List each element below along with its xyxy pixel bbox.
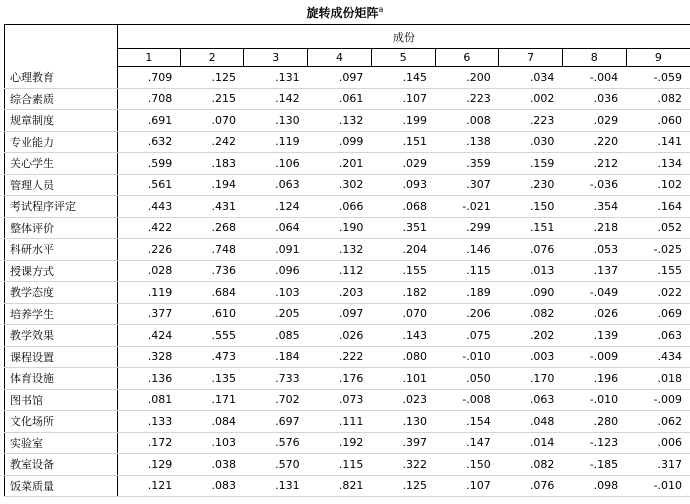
loading-cell: .106 <box>244 153 308 175</box>
loading-cell: .073 <box>308 389 372 411</box>
loading-cell: .063 <box>499 389 563 411</box>
component-number-8: 8 <box>562 49 626 67</box>
loading-cell: .182 <box>371 282 435 304</box>
row-label: 心理教育 <box>5 67 118 89</box>
table-row <box>5 88 690 110</box>
loading-cell: .748 <box>180 239 244 261</box>
loading-cell: -.025 <box>626 239 690 261</box>
loading-cell: .821 <box>308 475 372 497</box>
loading-cell: .200 <box>435 67 499 89</box>
loading-cell: .107 <box>435 475 499 497</box>
loading-cell: -.009 <box>562 346 626 368</box>
loading-cell: .377 <box>118 303 181 325</box>
table-row <box>5 346 690 368</box>
loading-cell: .151 <box>499 217 563 239</box>
loading-cell: .133 <box>118 411 181 433</box>
row-label: 教学态度 <box>5 282 118 304</box>
loading-cell: .147 <box>435 432 499 454</box>
loading-cell: .026 <box>308 325 372 347</box>
table-row <box>5 131 690 153</box>
loading-cell: .359 <box>435 153 499 175</box>
loading-cell: .023 <box>371 389 435 411</box>
loading-cell: .107 <box>371 88 435 110</box>
loading-cell: .103 <box>180 432 244 454</box>
loading-cell: .226 <box>118 239 181 261</box>
loading-cell: .632 <box>118 131 181 153</box>
loading-cell: .063 <box>626 325 690 347</box>
loading-cell: .096 <box>244 260 308 282</box>
loading-cell: .119 <box>244 131 308 153</box>
row-label: 培养学生 <box>5 303 118 325</box>
loading-cell: .215 <box>180 88 244 110</box>
loading-cell: .136 <box>118 368 181 390</box>
loading-cell: .202 <box>499 325 563 347</box>
loading-cell: .070 <box>371 303 435 325</box>
loading-cell: .008 <box>435 110 499 132</box>
loading-cell: .014 <box>499 432 563 454</box>
loading-cell: .223 <box>435 88 499 110</box>
loading-cell: .080 <box>371 346 435 368</box>
loading-cell: .115 <box>435 260 499 282</box>
row-label: 教学效果 <box>5 325 118 347</box>
loading-cell: .125 <box>371 475 435 497</box>
loading-cell: .097 <box>308 67 372 89</box>
loading-cell: .159 <box>499 153 563 175</box>
loading-cell: -.185 <box>562 454 626 476</box>
component-number-4: 4 <box>308 49 372 67</box>
loading-cell: .422 <box>118 217 181 239</box>
loading-cell: .112 <box>308 260 372 282</box>
loading-cell: .218 <box>562 217 626 239</box>
loading-cell: .172 <box>118 432 181 454</box>
loading-cell: -.010 <box>562 389 626 411</box>
loading-cell: .111 <box>308 411 372 433</box>
table-row <box>5 432 690 454</box>
loading-cell: .082 <box>626 88 690 110</box>
loading-cell: .070 <box>180 110 244 132</box>
loading-cell: .060 <box>626 110 690 132</box>
table-row <box>5 174 690 196</box>
loading-cell: .018 <box>626 368 690 390</box>
loading-cell: .192 <box>308 432 372 454</box>
loading-cell: .050 <box>435 368 499 390</box>
loading-cell: .076 <box>499 239 563 261</box>
loading-cell: .083 <box>180 475 244 497</box>
loading-cell: .091 <box>244 239 308 261</box>
component-number-5: 5 <box>371 49 435 67</box>
loading-cell: .223 <box>499 110 563 132</box>
row-label: 综合素质 <box>5 88 118 110</box>
row-label: 课程设置 <box>5 346 118 368</box>
loading-cell: .203 <box>308 282 372 304</box>
loading-cell: .709 <box>118 67 181 89</box>
loading-cell: .129 <box>118 454 181 476</box>
table-row <box>5 389 690 411</box>
loading-cell: .013 <box>499 260 563 282</box>
table-row <box>5 282 690 304</box>
loading-cell: -.008 <box>435 389 499 411</box>
loading-cell: .030 <box>499 131 563 153</box>
loading-cell: .098 <box>562 475 626 497</box>
loading-cell: .036 <box>562 88 626 110</box>
loading-cell: .006 <box>626 432 690 454</box>
loading-cell: .431 <box>180 196 244 218</box>
loading-cell: -.009 <box>626 389 690 411</box>
loading-cell: .307 <box>435 174 499 196</box>
loading-cell: .048 <box>499 411 563 433</box>
row-label: 教室设备 <box>5 454 118 476</box>
loading-cell: .242 <box>180 131 244 153</box>
loading-cell: .132 <box>308 239 372 261</box>
loading-cell: .201 <box>308 153 372 175</box>
loading-cell: .150 <box>435 454 499 476</box>
table-row <box>5 454 690 476</box>
loading-cell: .171 <box>180 389 244 411</box>
table-row <box>5 153 690 175</box>
loading-cell: .034 <box>499 67 563 89</box>
loading-cell: .139 <box>562 325 626 347</box>
loading-cell: .199 <box>371 110 435 132</box>
table-row <box>5 196 690 218</box>
loading-cell: .103 <box>244 282 308 304</box>
loading-cell: -.059 <box>626 67 690 89</box>
loading-cell: .068 <box>371 196 435 218</box>
row-label: 整体评价 <box>5 217 118 239</box>
loading-cell: -.010 <box>435 346 499 368</box>
loading-cell: .328 <box>118 346 181 368</box>
loading-cell: .397 <box>371 432 435 454</box>
loading-cell: .268 <box>180 217 244 239</box>
loading-cell: .212 <box>562 153 626 175</box>
loading-cell: .003 <box>499 346 563 368</box>
loading-cell: .115 <box>308 454 372 476</box>
table-row <box>5 325 690 347</box>
loading-cell: .206 <box>435 303 499 325</box>
row-label: 授课方式 <box>5 260 118 282</box>
loading-cell: .075 <box>435 325 499 347</box>
loading-cell: .081 <box>118 389 181 411</box>
loading-cell: .154 <box>435 411 499 433</box>
loading-cell: .702 <box>244 389 308 411</box>
loading-cell: .473 <box>180 346 244 368</box>
loading-cell: .134 <box>626 153 690 175</box>
row-label: 饭菜质量 <box>5 475 118 497</box>
loading-cell: .124 <box>244 196 308 218</box>
loading-cell: .322 <box>371 454 435 476</box>
component-number-1: 1 <box>118 49 181 67</box>
component-number-6: 6 <box>435 49 499 67</box>
loading-cell: .119 <box>118 282 181 304</box>
table-row <box>5 110 690 132</box>
loading-cell: .029 <box>371 153 435 175</box>
loading-cell: .064 <box>244 217 308 239</box>
loading-cell: .150 <box>499 196 563 218</box>
loading-cell: -.036 <box>562 174 626 196</box>
component-number-3: 3 <box>244 49 308 67</box>
loading-cell: .125 <box>180 67 244 89</box>
loading-cell: .141 <box>626 131 690 153</box>
loading-cell: .069 <box>626 303 690 325</box>
loading-cell: .130 <box>371 411 435 433</box>
row-label: 专业能力 <box>5 131 118 153</box>
loading-cell: .599 <box>118 153 181 175</box>
loading-cell: .052 <box>626 217 690 239</box>
row-label: 关心学生 <box>5 153 118 175</box>
loading-cell: .090 <box>499 282 563 304</box>
loading-cell: .691 <box>118 110 181 132</box>
loading-cell: .354 <box>562 196 626 218</box>
loading-cell: .121 <box>118 475 181 497</box>
component-number-2: 2 <box>180 49 244 67</box>
loading-cell: .280 <box>562 411 626 433</box>
loading-cell: .205 <box>244 303 308 325</box>
row-label: 科研水平 <box>5 239 118 261</box>
component-number-9: 9 <box>626 49 690 67</box>
loading-cell: .062 <box>626 411 690 433</box>
loading-cell: .076 <box>499 475 563 497</box>
loading-cell: .164 <box>626 196 690 218</box>
rotated-component-matrix-table <box>4 24 690 497</box>
table-row <box>5 260 690 282</box>
loading-cell: -.004 <box>562 67 626 89</box>
loading-cell: .085 <box>244 325 308 347</box>
row-label: 管理人员 <box>5 174 118 196</box>
loading-cell: .135 <box>180 368 244 390</box>
loading-cell: .084 <box>180 411 244 433</box>
table-row <box>5 303 690 325</box>
loading-cell: .220 <box>562 131 626 153</box>
loading-cell: .029 <box>562 110 626 132</box>
loading-cell: .082 <box>499 303 563 325</box>
row-label: 文化场所 <box>5 411 118 433</box>
table-row <box>5 411 690 433</box>
loading-cell: .684 <box>180 282 244 304</box>
loading-cell: .299 <box>435 217 499 239</box>
loading-cell: .038 <box>180 454 244 476</box>
loading-cell: .194 <box>180 174 244 196</box>
loading-cell: .053 <box>562 239 626 261</box>
loading-cell: .028 <box>118 260 181 282</box>
component-number-7: 7 <box>499 49 563 67</box>
loading-cell: .026 <box>562 303 626 325</box>
table-row <box>5 67 690 89</box>
loading-cell: .130 <box>244 110 308 132</box>
loading-cell: .151 <box>371 131 435 153</box>
loading-cell: -.123 <box>562 432 626 454</box>
loading-cell: .145 <box>371 67 435 89</box>
row-label: 规章制度 <box>5 110 118 132</box>
table-row <box>5 475 690 497</box>
row-label: 考试程序评定 <box>5 196 118 218</box>
loading-cell: .204 <box>371 239 435 261</box>
loading-cell: .022 <box>626 282 690 304</box>
row-label: 实验室 <box>5 432 118 454</box>
loading-cell: .146 <box>435 239 499 261</box>
loading-cell: .222 <box>308 346 372 368</box>
loading-cell: -.010 <box>626 475 690 497</box>
loading-cell: .697 <box>244 411 308 433</box>
corner-cell <box>5 25 118 67</box>
loading-cell: .733 <box>244 368 308 390</box>
loading-cell: .555 <box>180 325 244 347</box>
loading-cell: .137 <box>562 260 626 282</box>
loading-cell: .099 <box>308 131 372 153</box>
loading-cell: .176 <box>308 368 372 390</box>
loading-cell: -.021 <box>435 196 499 218</box>
loading-cell: .230 <box>499 174 563 196</box>
loading-cell: .131 <box>244 475 308 497</box>
loading-cell: .424 <box>118 325 181 347</box>
loading-cell: .082 <box>499 454 563 476</box>
row-label: 图书馆 <box>5 389 118 411</box>
loading-cell: .184 <box>244 346 308 368</box>
loading-cell: .196 <box>562 368 626 390</box>
table-row <box>5 239 690 261</box>
loading-cell: .351 <box>371 217 435 239</box>
loading-cell: .189 <box>435 282 499 304</box>
loading-cell: .093 <box>371 174 435 196</box>
loading-cell: .317 <box>626 454 690 476</box>
loading-cell: .170 <box>499 368 563 390</box>
loading-cell: .138 <box>435 131 499 153</box>
loading-cell: .102 <box>626 174 690 196</box>
loading-cell: .183 <box>180 153 244 175</box>
loading-cell: .570 <box>244 454 308 476</box>
loading-cell: .736 <box>180 260 244 282</box>
matrix-body <box>5 67 690 497</box>
loading-cell: .434 <box>626 346 690 368</box>
row-label: 体育设施 <box>5 368 118 390</box>
loading-cell: .142 <box>244 88 308 110</box>
loading-cell: -.049 <box>562 282 626 304</box>
component-group-header: 成份 <box>118 25 690 49</box>
loading-cell: .302 <box>308 174 372 196</box>
loading-cell: .143 <box>371 325 435 347</box>
loading-cell: .561 <box>118 174 181 196</box>
loading-cell: .002 <box>499 88 563 110</box>
table-title: 旋转成份矩阵$^a$ <box>306 5 384 20</box>
loading-cell: .155 <box>626 260 690 282</box>
loading-cell: .443 <box>118 196 181 218</box>
loading-cell: .576 <box>244 432 308 454</box>
table-row <box>5 368 690 390</box>
loading-cell: .066 <box>308 196 372 218</box>
loading-cell: .190 <box>308 217 372 239</box>
loading-cell: .063 <box>244 174 308 196</box>
loading-cell: .155 <box>371 260 435 282</box>
loading-cell: .061 <box>308 88 372 110</box>
table-row <box>5 217 690 239</box>
loading-cell: .097 <box>308 303 372 325</box>
loading-cell: .101 <box>371 368 435 390</box>
loading-cell: .132 <box>308 110 372 132</box>
loading-cell: .131 <box>244 67 308 89</box>
loading-cell: .610 <box>180 303 244 325</box>
loading-cell: .708 <box>118 88 181 110</box>
